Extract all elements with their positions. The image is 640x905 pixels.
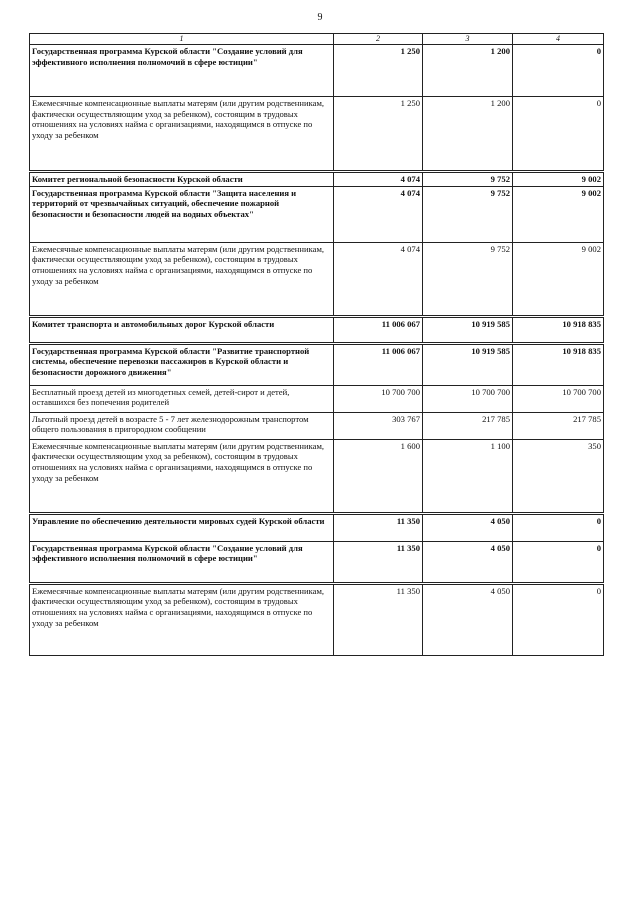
column-header: 3 bbox=[423, 34, 513, 45]
cell-value: 1 600 bbox=[334, 439, 423, 513]
row-label: Управление по обеспечению деятельности мировых судей Курской области bbox=[30, 513, 334, 541]
row-label: Комитет региональной безопасности Курской области bbox=[30, 172, 334, 187]
cell-value: 9 752 bbox=[423, 172, 513, 187]
cell-value: 9 752 bbox=[423, 242, 513, 316]
row-label: Ежемесячные компенсационные выплаты матерям (или другим родственникам, фактически осуществляющим уход за ребенком), состоящим в трудовых отношениях на условиях найма с организациями, находящимся в отпуске по уходу за ребенком bbox=[30, 242, 334, 316]
table-row bbox=[30, 541, 604, 583]
cell-value: 10 919 585 bbox=[423, 316, 513, 343]
table-row bbox=[30, 186, 604, 242]
cell-value: 350 bbox=[513, 439, 604, 513]
row-label: Ежемесячные компенсационные выплаты матерям (или другим родственникам, фактически осуществляющим уход за ребенком), состоящим в трудовых отношениях на условиях найма с организациями, находящимся в отпуске по уходу за ребенком bbox=[30, 583, 334, 655]
cell-value: 1 100 bbox=[423, 439, 513, 513]
row-label: Комитет транспорта и автомобильных дорог Курской области bbox=[30, 316, 334, 343]
cell-value: 1 200 bbox=[423, 97, 513, 172]
table-row bbox=[30, 172, 604, 187]
cell-value: 4 050 bbox=[423, 513, 513, 541]
cell-value: 4 074 bbox=[334, 242, 423, 316]
cell-value: 10 700 700 bbox=[334, 385, 423, 412]
row-label: Государственная программа Курской области "Защита населения и территорий от чрезвычайных ситуаций, обеспечение пожарной безопасности и безопасности людей на водных объектах" bbox=[30, 186, 334, 242]
cell-value: 4 050 bbox=[423, 583, 513, 655]
table-row bbox=[30, 385, 604, 412]
row-label: Ежемесячные компенсационные выплаты матерям (или другим родственникам, фактически осуществляющим уход за ребенком), состоящим в трудовых отношениях на условиях найма с организациями, находящимся в отпуске по уходу за ребенком bbox=[30, 439, 334, 513]
table-row bbox=[30, 343, 604, 385]
cell-value: 10 918 835 bbox=[513, 316, 604, 343]
table-row bbox=[30, 242, 604, 316]
table-header-row bbox=[30, 34, 604, 45]
cell-value: 10 700 700 bbox=[513, 385, 604, 412]
cell-value: 303 767 bbox=[334, 412, 423, 439]
cell-value: 9 002 bbox=[513, 186, 604, 242]
table-row bbox=[30, 412, 604, 439]
table-row bbox=[30, 583, 604, 655]
page-number: 9 bbox=[317, 12, 323, 23]
cell-value: 11 350 bbox=[334, 541, 423, 583]
cell-value: 4 074 bbox=[334, 172, 423, 187]
cell-value: 4 074 bbox=[334, 186, 423, 242]
cell-value: 217 785 bbox=[423, 412, 513, 439]
table-row bbox=[30, 439, 604, 513]
column-header: 4 bbox=[513, 34, 604, 45]
cell-value: 10 918 835 bbox=[513, 343, 604, 385]
cell-value: 0 bbox=[513, 97, 604, 172]
table-row bbox=[30, 45, 604, 97]
table-row bbox=[30, 316, 604, 343]
row-label: Бесплатный проезд детей из многодетных семей, детей-сирот и детей, оставшихся без попечения родителей bbox=[30, 385, 334, 412]
cell-value: 11 350 bbox=[334, 513, 423, 541]
cell-value: 10 919 585 bbox=[423, 343, 513, 385]
cell-value: 0 bbox=[513, 541, 604, 583]
row-label: Государственная программа Курской области "Создание условий для эффективного исполнения полномочий в сфере юстиции" bbox=[30, 45, 334, 97]
column-header: 1 bbox=[30, 34, 334, 45]
cell-value: 11 006 067 bbox=[334, 316, 423, 343]
cell-value: 9 002 bbox=[513, 172, 604, 187]
cell-value: 0 bbox=[513, 513, 604, 541]
cell-value: 11 006 067 bbox=[334, 343, 423, 385]
row-label: Ежемесячные компенсационные выплаты матерям (или другим родственникам, фактически осуществляющим уход за ребенком), состоящим в трудовых отношениях на условиях найма с организациями, находящимся в отпуске по уходу за ребенком bbox=[30, 97, 334, 172]
column-header: 2 bbox=[334, 34, 423, 45]
cell-value: 9 002 bbox=[513, 242, 604, 316]
row-label: Государственная программа Курской области "Развитие транспортной системы, обеспечение перевозки пассажиров в Курской области и безопасности дорожного движения" bbox=[30, 343, 334, 385]
cell-value: 0 bbox=[513, 583, 604, 655]
cell-value: 9 752 bbox=[423, 186, 513, 242]
cell-value: 1 250 bbox=[334, 97, 423, 172]
cell-value: 217 785 bbox=[513, 412, 604, 439]
table-row bbox=[30, 97, 604, 172]
cell-value: 10 700 700 bbox=[423, 385, 513, 412]
budget-table bbox=[29, 33, 604, 656]
cell-value: 1 200 bbox=[423, 45, 513, 97]
cell-value: 4 050 bbox=[423, 541, 513, 583]
table-row bbox=[30, 513, 604, 541]
row-label: Льготный проезд детей в возрасте 5 - 7 лет железнодорожным транспортом общего пользования в пригородном сообщении bbox=[30, 412, 334, 439]
cell-value: 11 350 bbox=[334, 583, 423, 655]
row-label: Государственная программа Курской области "Создание условий для эффективного исполнения полномочий в сфере юстиции" bbox=[30, 541, 334, 583]
cell-value: 0 bbox=[513, 45, 604, 97]
cell-value: 1 250 bbox=[334, 45, 423, 97]
